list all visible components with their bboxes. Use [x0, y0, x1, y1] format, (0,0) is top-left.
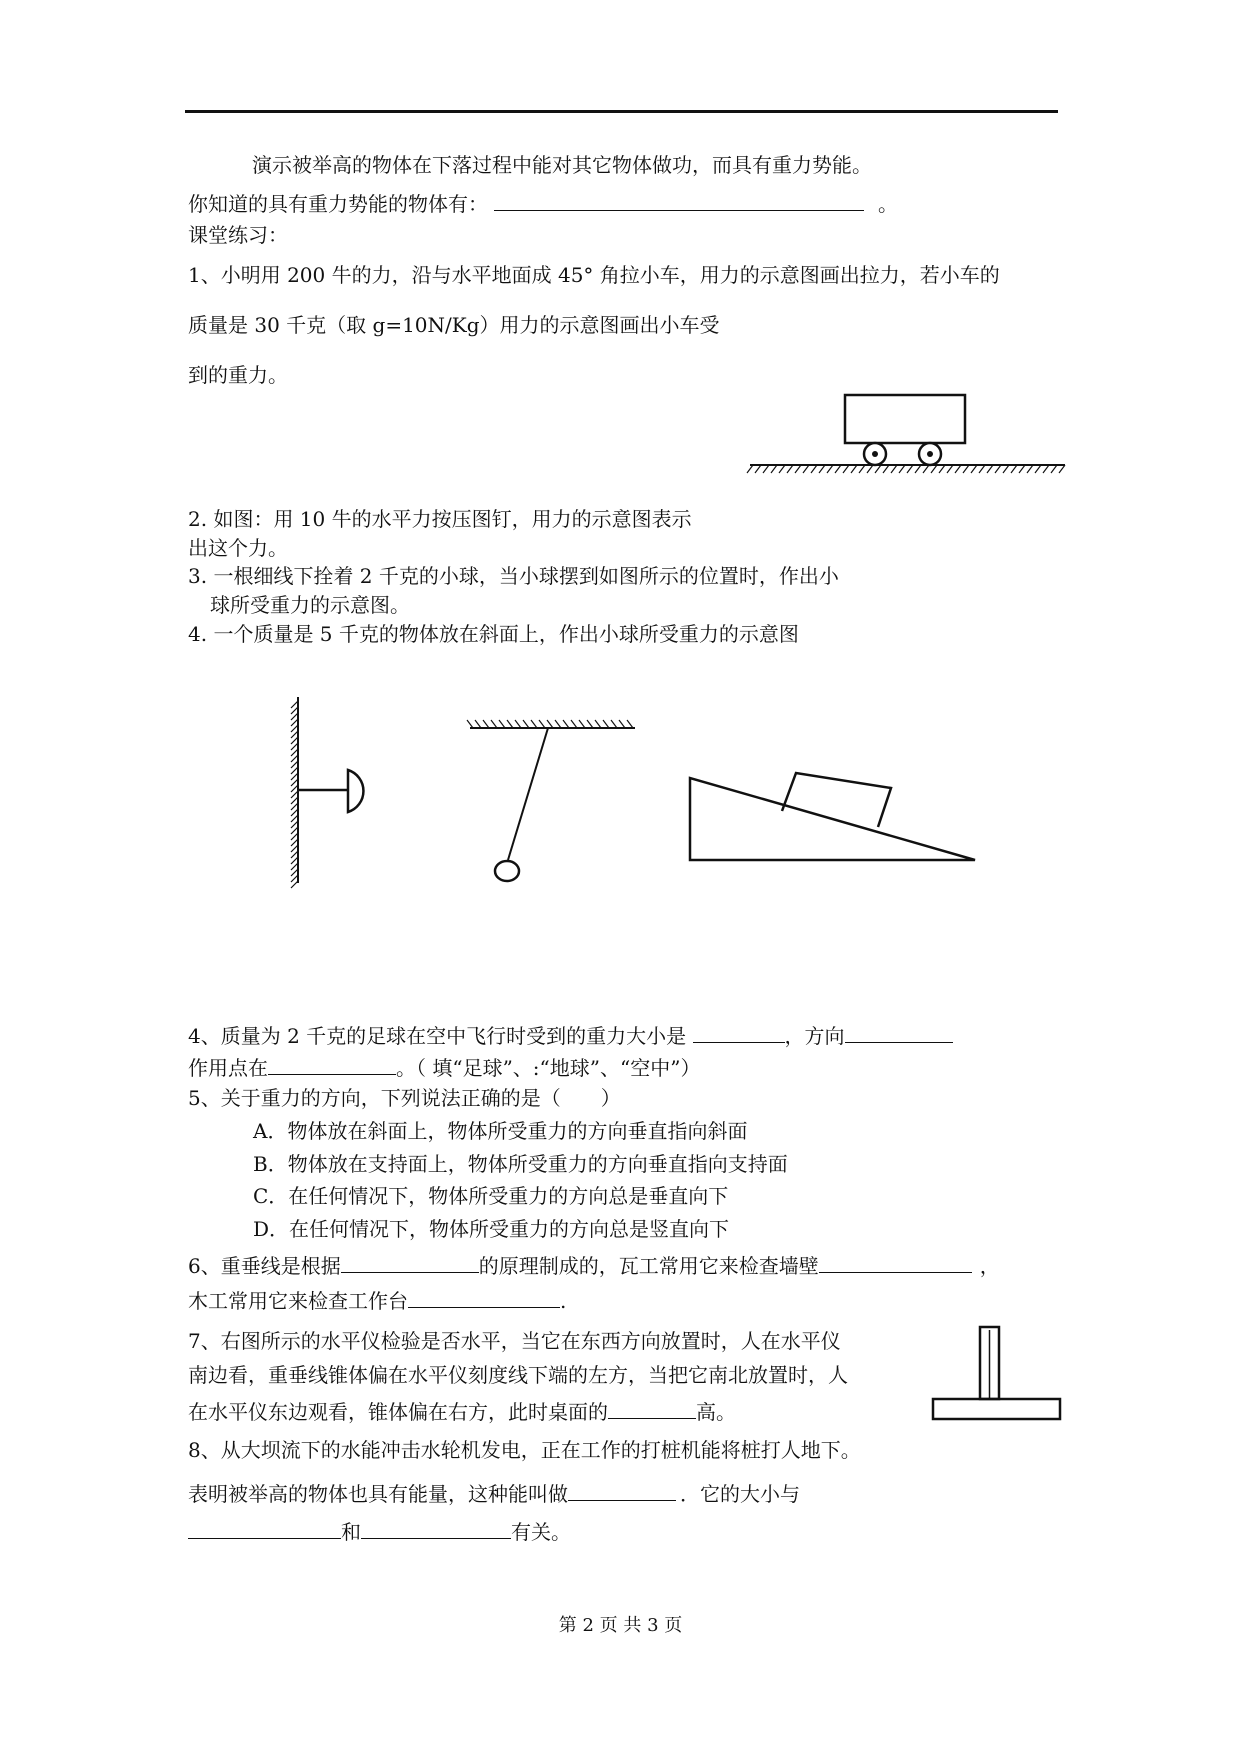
q2-line-2: 出这个力。: [188, 536, 288, 560]
application-point-blank[interactable]: [268, 1052, 396, 1075]
q5-text-4: 。（ 填“足球”、:“地球”、“空中”）: [396, 1056, 701, 1080]
ground-hatch: [747, 465, 1065, 473]
q3-line-2: 球所受重力的示意图。: [210, 593, 410, 617]
q6-option-a[interactable]: A．物体放在斜面上，物体所受重力的方向垂直指向斜面: [253, 1119, 748, 1143]
cart-body: [845, 395, 965, 443]
q7-text-4: 木工常用它来检查工作台: [188, 1289, 408, 1313]
q7-text-1: 6、重垂线是根据: [188, 1254, 341, 1278]
q8-line-2: 南边看，重垂线锥体偏在水平仪刻度线下端的左方，当把它南北放置时，人: [188, 1363, 848, 1387]
pin-head: [348, 770, 363, 812]
potential-energy-question: [188, 188, 898, 217]
q6-option-b[interactable]: B．物体放在支持面上，物体所受重力的方向垂直指向支持面: [253, 1152, 788, 1176]
level-base: [933, 1399, 1060, 1419]
question-end: 。: [878, 192, 898, 216]
q9-line-3: [188, 1516, 571, 1545]
gravity-magnitude-blank[interactable]: [693, 1020, 785, 1043]
q7-line-2: [188, 1285, 566, 1314]
wall-hatch: [291, 701, 298, 888]
q8-line-1: 7、右图所示的水平仪检验是否水平，当它在东西方向放置时，人在水平仪: [188, 1329, 841, 1353]
q6-option-c[interactable]: C．在任何情况下，物体所受重力的方向总是垂直向下: [253, 1184, 729, 1208]
q6-option-d[interactable]: D．在任何情况下，物体所受重力的方向总是竖直向下: [253, 1217, 730, 1241]
q9-text-4: 有关。: [511, 1520, 571, 1544]
plumb-principle-blank[interactable]: [341, 1250, 479, 1273]
q8-text-1: 在水平仪东边观看，锥体偏在右方，此时桌面的: [188, 1400, 608, 1424]
q5-line-1: [188, 1020, 953, 1049]
factor-2-blank[interactable]: [361, 1516, 511, 1539]
q1-line-3: 到的重力。: [188, 363, 288, 387]
q5-text-3: 作用点在: [188, 1056, 268, 1080]
q5-text-2: ，方向: [784, 1024, 845, 1048]
q7-line-1: [188, 1250, 1000, 1279]
q4-line: 4. 一个质量是 5 千克的物体放在斜面上，作出小球所受重力的示意图: [188, 622, 799, 646]
question-text: 你知道的具有重力势能的物体有：: [188, 192, 488, 216]
q9-text-2: ．它的大小与: [680, 1482, 800, 1506]
pendulum-figure: [465, 710, 640, 890]
q9-line-2: [188, 1478, 800, 1507]
q1-line-1: 1、小明用 200 牛的力，沿与水平地面成 45° 角拉小车，用力的示意图画出拉力，若小车的: [188, 263, 1000, 287]
q9-line-1: 8、从大坝流下的水能冲击水轮机发电，正在工作的打桩机能将桩打人地下。: [188, 1438, 861, 1462]
section-title: 课堂练习：: [188, 223, 288, 247]
incline-triangle: [690, 778, 975, 860]
wall-check-blank[interactable]: [819, 1250, 972, 1273]
q1-line-2: 质量是 30 千克（取 g=10N/Kg）用力的示意图画出小车受: [188, 313, 720, 337]
incline-figure: [685, 760, 985, 870]
pendulum-string: [508, 728, 548, 860]
answer-blank[interactable]: [494, 188, 864, 211]
page-footer: 第 2 页 共 3 页: [558, 1615, 683, 1636]
q2-line-1: 2. 如图：用 10 牛的水平力按压图钉，用力的示意图表示: [188, 507, 692, 531]
higher-side-blank[interactable]: [608, 1396, 696, 1419]
cart-figure: [745, 385, 1070, 485]
q5-text-1: 4、质量为 2 千克的足球在空中飞行时受到的重力大小是: [188, 1024, 693, 1048]
energy-name-blank[interactable]: [568, 1478, 676, 1501]
ceiling-hatch: [467, 720, 633, 728]
pushpin-figure: [280, 695, 380, 885]
gravity-direction-blank[interactable]: [845, 1020, 953, 1043]
level-instrument-figure: [930, 1320, 1065, 1430]
q9-text-1: 表明被举高的物体也具有能量，这种能叫做: [188, 1482, 568, 1506]
header-rule: [185, 110, 1058, 113]
table-check-blank[interactable]: [408, 1285, 560, 1308]
q7-text-2: 的原理制成的，瓦工常用它来检查墙壁: [478, 1254, 819, 1278]
pendulum-ball: [495, 861, 519, 881]
q6-stem: 5、关于重力的方向，下列说法正确的是（ ）: [188, 1086, 621, 1110]
intro-line: 演示被举高的物体在下落过程中能对其它物体做功，而具有重力势能。: [252, 153, 872, 177]
q5-line-2: [188, 1052, 700, 1081]
q7-text-3: ，: [979, 1254, 1000, 1278]
q9-text-3: 和: [341, 1520, 361, 1544]
q3-line-1: 3. 一根细线下拴着 2 千克的小球，当小球摆到如图所示的位置时，作出小: [188, 564, 839, 588]
q8-line-3: [188, 1396, 736, 1425]
q7-text-5: .: [560, 1289, 567, 1313]
factor-1-blank[interactable]: [188, 1516, 341, 1539]
q8-text-2: 高。: [696, 1400, 736, 1424]
